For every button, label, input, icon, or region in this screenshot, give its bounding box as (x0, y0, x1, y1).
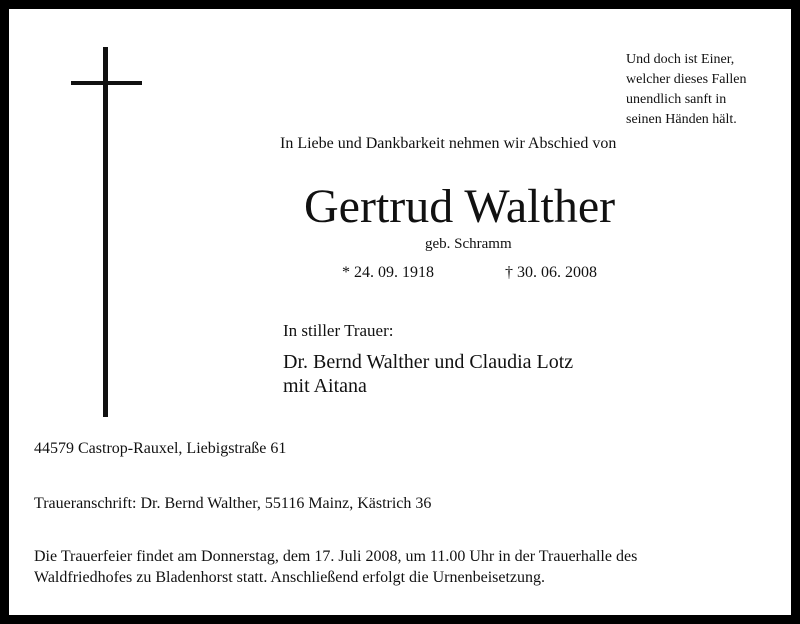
mourner-line: mit Aitana (283, 375, 367, 397)
mourning-label: In stiller Trauer: (283, 321, 394, 340)
maiden-name: geb. Schramm (425, 236, 512, 252)
cross-icon-bar (71, 81, 142, 85)
ceremony-line: Die Trauerfeier findet am Donnerstag, dem 17. Juli 2008, um 11.00 Uhr in der Trauerhalle des (34, 548, 638, 565)
mourner-line: Dr. Bernd Walther und Claudia Lotz (283, 351, 574, 373)
quote (626, 50, 747, 130)
deceased-name: Gertrud Walther (304, 180, 616, 233)
quote-line: Und doch ist Einer, (626, 52, 735, 67)
death-date: † 30. 06. 2008 (505, 264, 597, 281)
mourners (283, 350, 573, 398)
ceremony-text (34, 546, 637, 588)
ceremony-line: Waldfriedhofes zu Bladenhorst statt. Anschließend erfolgt die Urnenbeisetzung. (34, 569, 546, 586)
intro-text: In Liebe und Dankbarkeit nehmen wir Abschied von (280, 135, 617, 152)
birth-date: * 24. 09. 1918 (342, 264, 434, 281)
correspondence-address: Traueranschrift: Dr. Bernd Walther, 55116 Mainz, Kästrich 36 (34, 495, 432, 512)
cross-icon (103, 47, 108, 417)
quote-line: unendlich sanft in (626, 92, 727, 107)
quote-line: welcher dieses Fallen (626, 72, 747, 87)
quote-line: seinen Händen hält. (626, 112, 737, 127)
address-text: 44579 Castrop-Rauxel, Liebigstraße 61 (34, 440, 287, 457)
